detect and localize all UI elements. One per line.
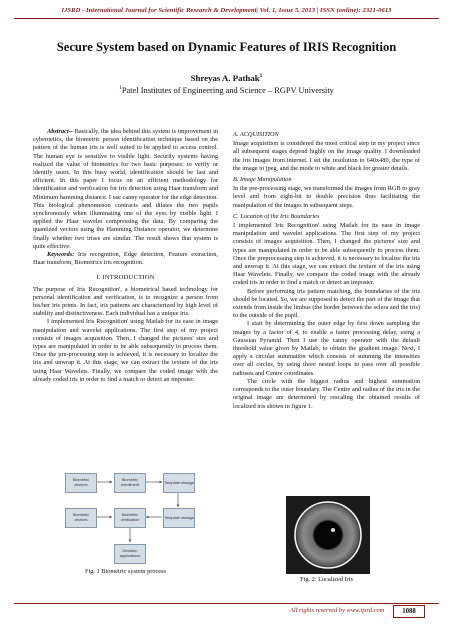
location-heading: C. Location of the Iris Boundaries	[233, 212, 320, 220]
location-paragraph-3: I start by determining the outer edge by first down sampling the images by a factor of 4, to enable a faster processing delay, using a Gaussian Pyramid. Then I use the canny operator with the default threshold value given by Matlab, to obtain the gradient image. Next, I apply a circular summation which consists of summing the intensities over all circles, by using three nested loops to pass over all possible radiuses and Centre coordinates.	[233, 320, 420, 377]
fig1-diagram	[64, 470, 196, 566]
left-column	[33, 128, 218, 384]
author-name: Shreyas A. Pathak	[190, 73, 260, 83]
fig1-caption: Fig. 1 Biometric system process	[85, 568, 166, 575]
location-paragraph-2: Before performing iris pattern matching, the boundaries of the iris should be located. So, we are supposed to detect the part of the image that extends from inside the limbus (the border between the sclera and the iris) to the outside of the pupil.	[233, 287, 420, 320]
acquisition-heading: A. ACQUISITION	[233, 131, 279, 138]
affiliation-sup: 1	[119, 85, 122, 91]
keywords-text: Iris recognition, Edge detection, Feature extraction, Haar transform, Biometrics iris recognition.	[33, 251, 218, 267]
iris-picture	[286, 496, 370, 574]
footer-text: All rights reserved by www.ijsrd.com	[290, 607, 385, 614]
fig2-caption: Fig. 2: Localized Iris	[300, 576, 353, 583]
abstract-text: Basically, the idea behind this system is improvement in cybernetics, the biometric person identification technique based on the pattern of the human iris is well suited to be applied to access control. The human eye is sensitive to visible light. Security systems having realized the value of biometrics for two basic purposes: to verify or identify users. In this busy world, identification should be fast and efficient. In this paper I focus on an efficient methodology for identification and verification for iris detection using Haar transform and Minimum hamming distance. I use canny operator for the edge detection. This biological phenomenon contracts and dilates the two pupils synchronously when illuminating one of the eyes by visible light. I applied the Haar wavelet compressing the data. By comparing the quantized vectors using the Hamming Distance operator, we determine finally whether two irises are similar. The result shows that system is quite effective.	[33, 128, 219, 250]
box-biometric-devices-2: Biometric devices	[65, 508, 97, 528]
abstract	[33, 128, 218, 251]
abstract-label: Abstract--	[47, 128, 73, 135]
manipulation-text: In the pre-processing stage, we transformed the images from RGB to gray level and from eight-bit to double precision thus facilitating the manipulation of the images in subsequent steps.	[233, 185, 420, 209]
box-template-storage-1: Template storage	[163, 473, 195, 493]
box-biometric-enrollment: Biometric enrollment	[114, 473, 146, 493]
intro-paragraph-1: The purpose of Iris Recognition', a biometrical based technology for personal identification and verification, is to recognize a person from his/her iris prints. In fact, iris patterns are characterized by high level of stability and distinctiveness. Each individual has a unique iris.	[33, 285, 218, 318]
intro-paragraph-2: I implemented Iris Recognition' using Matlab for its ease in image manipulation and wavelet applications. The first step of my project consists of images acquisition. Then, I changed the pictures' size and types are manipulated in order to be able subsequently to process them. Once the pre-processing step is achieved, it is necessary to localize the iris and unwrap it. At this stage, we can extract the texture of the iris using Haar Wavelets. Finally, we compare the coded image with the already coded iris in order to find a match or detect an imposter.	[33, 318, 218, 383]
page-number: 1088	[393, 605, 425, 618]
box-decision-applications: Decision applications	[114, 544, 146, 564]
affiliation-text: Patel Institutes of Engineering and Science – RGPV University	[121, 85, 334, 95]
box-biometric-devices-1: Biometric devices	[65, 473, 97, 493]
footer-rule	[14, 603, 439, 604]
affiliation-line	[0, 85, 453, 95]
header-rule	[14, 18, 439, 19]
journal-header: IJSRD - International Journal for Scientific Research & Development| Vol. 1, Issue 5, 2013 | ISSN (online): 2321-0613	[61, 7, 392, 14]
box-template-storage-2: Template storage	[163, 508, 195, 528]
acquisition-text: Image acquisition is considered the most critical step in my project since all subsequent stages depend highly on the image quality. I downloaded the iris images from internet. I set the resolution to 640x480, the type of the image to jpeg, and the mode to white and black for greater details.	[233, 140, 420, 172]
right-column	[233, 131, 420, 411]
location-paragraph-1: I implemented Iris Recognition' using Matlab for its ease in image manipulation and wavelet applications. The first step of my project consists of images acquisition. Then, I changed the pictures' size and types are manipulated in order to be able subsequently to process them. Once the preprocessing step is achieved, it is necessary to localize the iris and unwrap it. At this stage, we can extract the texture of the iris using Haar Wavelets. Finally, we compare the coded image with the already coded iris in order to find a match or detect an imposter.	[233, 222, 420, 287]
paper-title: Secure System based on Dynamic Features of IRIS Recognition	[56, 40, 397, 54]
author-sup: 1	[259, 73, 263, 80]
keywords-label: Keywords:	[47, 251, 75, 259]
box-biometric-verification: Biometric verification	[114, 508, 146, 528]
intro-heading: I. INTRODUCTION	[96, 274, 155, 282]
author-line	[0, 73, 453, 83]
fig2-iris-image	[286, 496, 370, 574]
location-paragraph-4: The circle with the biggest radius and highest summation corresponds to the outer boundary. The Centre and radius of the iris in the original image are determined by rescaling the obtained results of localized iris shown in figure 1.	[233, 377, 420, 410]
manipulation-heading: B. Image Manipulation	[233, 176, 292, 184]
keywords	[33, 251, 218, 267]
